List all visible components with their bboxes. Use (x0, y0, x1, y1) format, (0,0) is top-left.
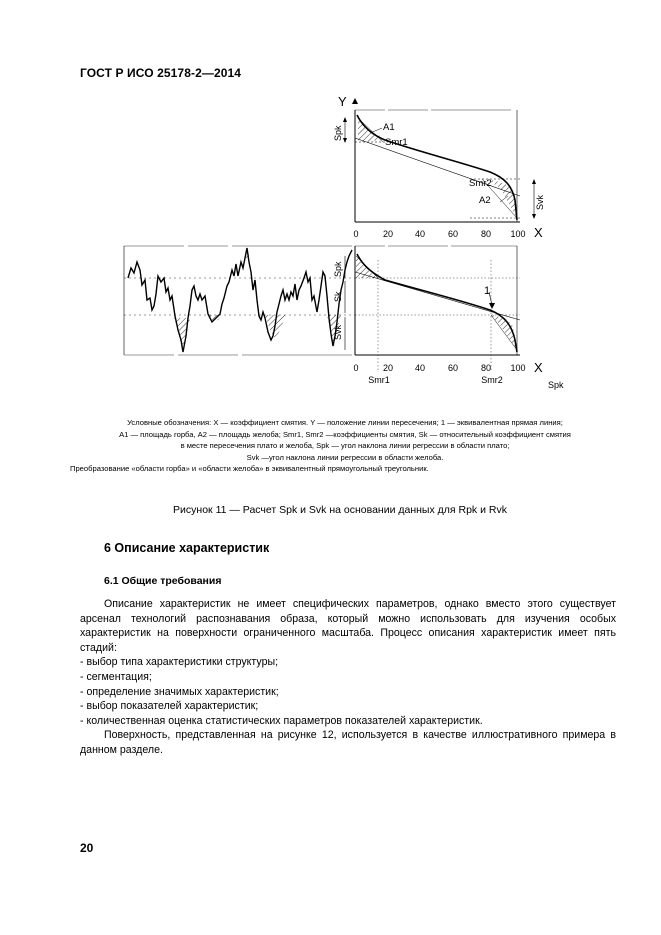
document-header: ГОСТ Р ИСО 25178-2—2014 (80, 66, 242, 80)
bottom-chart (333, 246, 564, 390)
bottom-x-ticks (353, 363, 525, 373)
profile-line (128, 248, 352, 352)
top-x-ticks (353, 229, 525, 239)
legend-line: Преобразование «области горба» и «области желоба» в эквивалентный прямоугольный треугольник. (70, 464, 429, 473)
section-body (80, 597, 616, 758)
equivalent-line-label: 1 (484, 285, 491, 297)
top-x-tick: 20 (382, 229, 394, 239)
figure-caption: Рисунок 11 — Расчет Spk и Svk на основании данных для Rpk и Rvk (173, 504, 507, 516)
top-spk-label: Spk (333, 125, 343, 141)
bottom-x-tick: 100 (510, 363, 526, 373)
top-x-tick: 60 (447, 229, 459, 239)
bottom-x-label: X (534, 360, 543, 375)
legend-line: A1 — площадь горба, A2 — площадь желоба; Smr1, Smr2 —коэффициенты смятия, Sk — относительный коэффициент смятия (119, 429, 571, 439)
top-x-tick: 40 (414, 229, 426, 239)
list-item: - сегментация; (80, 670, 152, 683)
bottom-spk-label: Spk (333, 261, 343, 277)
figure-11 (0, 0, 661, 400)
top-bearing-curve (357, 115, 517, 220)
bottom-spk-right-label: Spk (548, 380, 564, 390)
figure-legend (70, 417, 620, 475)
bottom-x-tick: 20 (382, 363, 394, 373)
list-item: - выбор показателей характеристик; (80, 700, 259, 713)
profile-chart (124, 246, 355, 355)
top-x-label: X (534, 225, 543, 240)
bottom-svk-label: Svk (333, 324, 343, 340)
top-x-tick: 100 (510, 229, 526, 239)
top-a1-label: A1 (383, 122, 395, 133)
bottom-x-tick: 0 (353, 363, 359, 373)
page-number: 20 (80, 841, 94, 855)
smr1-label: Smr1 (368, 375, 390, 385)
top-chart (333, 94, 545, 240)
legend-line: Svk —угол наклона линии регрессии в области желоба. (246, 452, 444, 462)
list-item: - выбор типа характеристики структуры; (80, 656, 279, 669)
paragraph: Описание характеристик не имеет специфических параметров, однако вместо этого существует арсенал технологий распознавания образа, который можно использовать для изучения особых характеристик на поверхности ограниченного масштаба. Процесс описания характеристик имеет пять стадий: (80, 598, 616, 654)
top-x-tick: 80 (480, 229, 492, 239)
subsection-heading: 6.1 Общие требования (104, 575, 222, 587)
top-y-label: Y (338, 94, 347, 109)
legend-line: Условные обозначения: X — коэффициент смятия. Y — положение линии пересечения; 1 — эквивалентная прямая линия; (127, 418, 563, 427)
section-heading: 6 Описание характеристик (104, 541, 270, 555)
list-item: - количественная оценка статистических параметров показателей характеристик. (80, 714, 483, 727)
top-a2-label: A2 (479, 195, 491, 206)
bottom-x-tick: 60 (447, 363, 459, 373)
top-y-arrow (352, 98, 358, 104)
bottom-sk-label: Sk (333, 291, 343, 302)
paragraph: Поверхность, представленная на рисунке 12, используется в качестве иллюстративного примера в данном разделе. (80, 729, 616, 756)
top-smr2-label: Smr2 (469, 178, 492, 189)
smr2-label: Smr2 (481, 375, 503, 385)
bottom-x-tick: 80 (480, 363, 492, 373)
top-smr1-label: Smr1 (385, 137, 408, 148)
top-x-tick: 0 (353, 229, 359, 239)
list-item: - определение значимых характеристик; (80, 685, 279, 698)
top-regression-line (355, 138, 520, 196)
bottom-x-tick: 40 (414, 363, 426, 373)
top-svk-label: Svk (535, 194, 545, 210)
legend-line: в месте пересечения плато и желоба, Spk — угол наклона линии регрессии в области плато; (180, 441, 510, 450)
